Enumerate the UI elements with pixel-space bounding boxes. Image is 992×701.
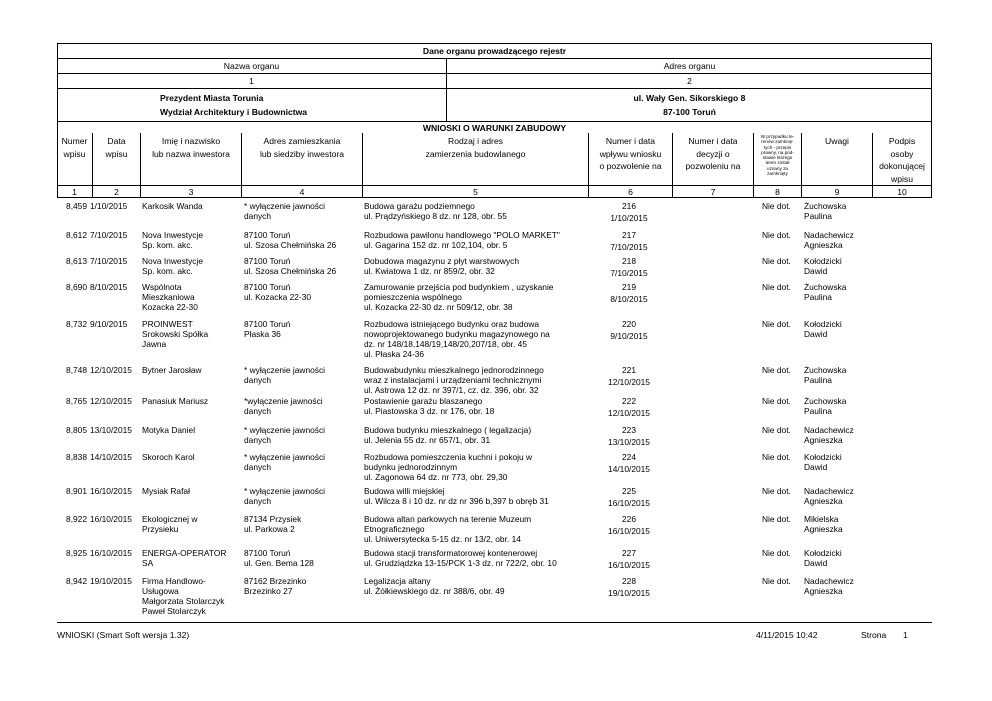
rule	[57, 88, 932, 89]
col-num-1: 1	[249, 76, 254, 86]
col-number: 4	[299, 187, 305, 197]
print-datetime: 4/11/2015 10:42	[756, 630, 818, 640]
signing-person: Żuchowska Paulina	[804, 201, 847, 221]
project-description: Zamurowanie przejścia pod budynkiem , uzyskanie pomieszczenia wspólnego ul. Kozacka 22-30 dz. nr 509/12, obr. 38	[364, 282, 554, 312]
investor-address: 87134 Przysiek ul. Parkowa 2	[244, 514, 302, 534]
page-label: Strona	[861, 630, 887, 640]
application-number: 221	[622, 365, 636, 375]
closed-area-note: Nie dot.	[762, 425, 791, 435]
entry-date: 8/10/2015	[90, 282, 128, 292]
project-description: Budowa stacji transformatorowej kontenerowej ul. Grudziądzka 13-15/PCK 1-3 dz. nr 722/2, obr. 10	[364, 548, 557, 568]
closed-area-note: Nie dot.	[762, 576, 791, 586]
signing-person: Nadachewicz Agnieszka	[804, 486, 854, 506]
closed-area-note: Nie dot.	[762, 486, 791, 496]
application-number: 216	[622, 201, 636, 211]
closed-area-note: Nie dot.	[762, 201, 791, 211]
entry-number: 8,922	[66, 514, 87, 524]
organ-name-line-1: Prezydent Miasta Torunia	[160, 93, 264, 103]
entry-number: 8,901	[66, 486, 87, 496]
investor-address: * wyłączenie jawności danych	[244, 365, 325, 385]
investor-address: 87100 Toruń ul. Szosa Chełmińska 26	[244, 230, 337, 250]
project-description: Rozbudowa pomieszczenia kuchni i pokoju w budynku jednorodzinnym ul. Zagonowa 64 dz. nr 773, obr. 29,30	[364, 452, 533, 482]
entry-date: 13/10/2015	[90, 425, 132, 435]
investor-address: *wyłączenie jawności danych	[244, 396, 323, 416]
application-number: 220	[622, 319, 636, 329]
application-number: 228	[622, 576, 636, 586]
signing-person: Żuchowska Paulina	[804, 282, 847, 302]
application-date: 12/10/2015	[608, 377, 650, 387]
organ-address-line-2: 87-100 Toruń	[663, 107, 716, 117]
project-description: Rozbudowa pawilonu handlowego "POLO MARKET" ul. Gagarina 152 dz. nr 102,104, obr. 5	[364, 230, 560, 250]
entry-number: 8,732	[66, 319, 87, 329]
signing-person: Kołodzicki Dawid	[804, 452, 842, 472]
entry-date: 12/10/2015	[90, 365, 132, 375]
entry-date: 9/10/2015	[90, 319, 128, 329]
application-number: 224	[622, 452, 636, 462]
entry-date: 19/10/2015	[90, 576, 132, 586]
project-description: Legalizacja altany ul. Żółkiewskiego dz. nr 388/6, obr. 49	[364, 576, 505, 596]
col-number: 5	[473, 187, 478, 197]
application-number: 222	[622, 396, 636, 406]
entry-number: 8,805	[66, 425, 87, 435]
investor-address: * wyłączenie jawności danych	[244, 486, 325, 506]
investor-address: * wyłączenie jawności danych	[244, 452, 325, 472]
application-date: 12/10/2015	[608, 408, 650, 418]
application-date: 9/10/2015	[610, 331, 648, 341]
col-header-entry-number: Numer wpisu	[61, 136, 88, 159]
col-num-2: 2	[687, 76, 692, 86]
investor-name: Motyka Daniel	[142, 425, 196, 435]
signing-person: Żuchowska Paulina	[804, 396, 847, 416]
col-header-project: Rodzaj i adres zamierzenia budowlanego	[425, 136, 526, 159]
closed-area-note: Nie dot.	[762, 452, 791, 462]
rule	[57, 58, 932, 59]
application-number: 223	[622, 425, 636, 435]
col-header-investor-address: Adres zamieszkania lub siedziby inwestora	[259, 136, 345, 159]
application-date: 7/10/2015	[610, 268, 648, 278]
application-number: 217	[622, 230, 636, 240]
signing-person: Kołodzicki Dawid	[804, 256, 842, 276]
register-title: Dane organu prowadzącego rejestr	[422, 46, 567, 56]
signing-person: Mikielska Agnieszka	[804, 514, 843, 534]
signing-person: Nadachewicz Agnieszka	[804, 576, 854, 596]
organ-address-label: Adres organu	[663, 61, 716, 71]
organ-name-line-2: Wydział Architektury i Budownictwa	[160, 107, 308, 117]
application-number: 219	[622, 282, 636, 292]
signing-person: Kołodzicki Dawid	[804, 548, 842, 568]
application-date: 14/10/2015	[608, 464, 650, 474]
application-date: 13/10/2015	[608, 437, 650, 447]
col-header-entry-date: Data wpisu	[105, 136, 128, 159]
investor-name: Mysiak Rafał	[142, 486, 190, 496]
application-date: 8/10/2015	[610, 294, 648, 304]
project-description: Budowa altan parkowych na terenie Muzeum Etnograficznego ul. Uniwersytecka 5-15 dz. nr 13/2, obr. 14	[364, 514, 532, 544]
project-description: Budowa willi miejskiej ul. Wilcza 8 i 10 dz. nr dz nr 396 b,397 b obręb 31	[364, 486, 549, 506]
entry-number: 8,748	[66, 365, 87, 375]
investor-address: 87100 Toruń ul. Gen. Bema 128	[244, 548, 314, 568]
col-number: 9	[834, 187, 840, 197]
rule	[57, 43, 932, 44]
entry-number: 8,613	[66, 256, 87, 266]
application-date: 19/10/2015	[608, 588, 650, 598]
investor-address: * wyłączenie jawności danych	[244, 425, 325, 445]
application-number: 225	[622, 486, 636, 496]
application-date: 7/10/2015	[610, 242, 648, 252]
entry-number: 8,942	[66, 576, 87, 586]
application-date: 16/10/2015	[608, 498, 650, 508]
col-header-application: Numer i data wpływu wniosku o pozwolenie na	[599, 136, 662, 171]
entry-date: 16/10/2015	[90, 514, 132, 524]
investor-name: Nova Inwestycje Sp. kom. akc.	[142, 256, 203, 276]
program-name: WNIOSKI (Smart Soft wersja 1.32)	[57, 630, 190, 640]
organ-name-label: Nazwa organu	[223, 61, 280, 71]
investor-address: 87100 Toruń ul. Szosa Chełmińska 26	[244, 256, 337, 276]
investor-name: Bytner Jarosław	[142, 365, 202, 375]
closed-area-note: Nie dot.	[762, 230, 791, 240]
entry-number: 8,838	[66, 452, 87, 462]
entry-date: 12/10/2015	[90, 396, 132, 406]
entry-date: 16/10/2015	[90, 548, 132, 558]
entry-number: 8,690	[66, 282, 87, 292]
col-number: 7	[710, 187, 716, 197]
application-number: 227	[622, 548, 636, 558]
closed-area-note: Nie dot.	[762, 548, 791, 558]
entry-date: 14/10/2015	[90, 452, 132, 462]
col-number: 8	[775, 187, 780, 197]
project-description: Dobudowa magazynu z płyt warstwowych ul. Kwiatowa 1 dz. nr 859/2, obr. 32	[364, 256, 520, 276]
entry-date: 7/10/2015	[90, 230, 128, 240]
application-date: 1/10/2015	[610, 213, 648, 223]
entry-date: 7/10/2015	[90, 256, 128, 266]
project-description: Budowa garażu podziemnego ul. Prądzyńskiego 8 dz. nr 128, obr. 55	[364, 201, 507, 221]
col-header-investor: Imię i nazwisko lub nazwa inwestora	[152, 136, 230, 159]
closed-area-note: Nie dot.	[762, 396, 791, 406]
entry-number: 8,925	[66, 548, 87, 558]
investor-name: PROINWEST Srokowski Spółka Jawna	[142, 319, 209, 349]
application-number: 218	[622, 256, 636, 266]
col-number: 2	[114, 187, 119, 197]
project-description: Postawienie garażu blaszanego ul. Piastowska 3 dz. nr 176, obr. 18	[364, 396, 495, 416]
col-number: 10	[897, 187, 907, 197]
closed-area-note: Nie dot.	[762, 365, 791, 375]
organ-address-line-1: ul. Wały Gen. Sikorskiego 8	[633, 93, 746, 103]
entry-date: 1/10/2015	[90, 201, 128, 211]
application-date: 16/10/2015	[608, 560, 650, 570]
signing-person: Nadachewicz Agnieszka	[804, 230, 854, 250]
investor-address: 87162 Brzezinko Brzezinko 27	[244, 576, 307, 596]
investor-name: Wspólnota Mieszkaniowa Kozacka 22-30	[142, 282, 198, 312]
investor-address: * wyłączenie jawności danych	[244, 201, 325, 221]
col-header-remarks: Uwagi	[825, 136, 849, 146]
closed-area-note: Nie dot.	[762, 319, 791, 329]
closed-area-note: Nie dot.	[762, 282, 791, 292]
entry-number: 8,459	[66, 201, 87, 211]
signing-person: Żuchowska Paulina	[804, 365, 847, 385]
col-number: 3	[188, 187, 194, 197]
signing-person: Kołodzicki Dawid	[804, 319, 842, 339]
investor-name: Skoroch Karol	[142, 452, 195, 462]
page-number: 1	[903, 630, 908, 640]
closed-area-note: Nie dot.	[762, 514, 791, 524]
investor-name: Ekologicznej w Przysieku	[142, 514, 198, 534]
entry-date: 16/10/2015	[90, 486, 132, 496]
investor-address: 87100 Toruń ul. Kozacka 22-30	[244, 282, 312, 302]
project-description: Rozbudowa istniejącego budynku oraz budowa nowoprojektowanego budynku magazynowego na dz. nr 148/18,148/19,148/20,207/18, obr. 45 ul. Płaska 24-36	[364, 319, 550, 359]
investor-address: 87100 Toruń Płaska 36	[244, 319, 291, 339]
investor-name: Karkosik Wanda	[142, 201, 203, 211]
investor-name: Firma Handlowo- Usługowa Małgorzata Stolarczyk Paweł Stolarczyk	[142, 576, 225, 616]
investor-name: Nova Inwestycje Sp. kom. akc.	[142, 230, 203, 250]
col-header-closed-area: W przypadku te- renów zamknię- tych - przepis prawny, na pod- stawie którego teren został uznany za zamknięty	[760, 134, 795, 177]
investor-name: ENERGA-OPERATOR SA	[142, 548, 227, 568]
col-number: 1	[72, 187, 77, 197]
investor-name: Panasiuk Mariusz	[142, 396, 209, 406]
project-description: Budowa budynku mieszkalnego ( legalizacja) ul. Jelenia 55 dz. nr 657/1, obr. 31	[364, 425, 532, 445]
entry-number: 8,765	[66, 396, 87, 406]
rule	[57, 622, 932, 623]
col-number: 6	[628, 187, 633, 197]
signing-person: Nadachewicz Agnieszka	[804, 425, 854, 445]
col-header-decision: Numer i data decyzji o pozwoleniu na	[685, 136, 741, 171]
project-description: Budowabudynku mieszkalnego jednorodzinnego wraz z instalacjami i urządzeniami technicznymi ul. Astrowa 12 dz. nr 397/1, cz. dz. 396, obr. 32	[364, 365, 544, 395]
application-date: 16/10/2015	[608, 526, 650, 536]
rule	[57, 73, 932, 74]
application-number: 226	[622, 514, 636, 524]
section-title: WNIOSKI O WARUNKI ZABUDOWY	[422, 123, 567, 133]
closed-area-note: Nie dot.	[762, 256, 791, 266]
entry-number: 8,612	[66, 230, 87, 240]
col-header-signature: Podpis osoby dokonującej wpisu	[879, 136, 925, 184]
